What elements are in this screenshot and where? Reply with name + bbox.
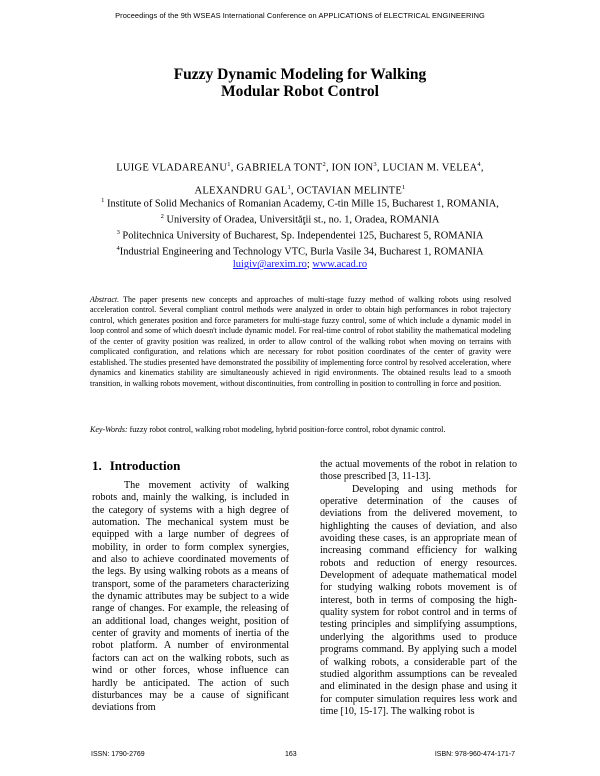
section-heading [92,458,188,474]
footer-page-number: 163 [285,751,297,758]
affiliation-sup: 3 [116,229,120,237]
footer-issn: ISSN: 1790-2769 [91,751,145,758]
title-line-2: Modular Robot Control [221,83,379,100]
affiliation-text: Institute of Solid Mechanics of Romanian Academy, C-tin Mille 15, Bucharest 1, ROMANIA, [107,198,499,210]
author-line-1: LUIGE VLADAREANU$^1$, GABRIELA TONT$^2$, ION ION$^3$, LUCIAN M. VELEA$^4$, [116,161,484,174]
affiliation-text: Politechnica University of Bucharest, Sp. Independentei 125, Bucharest 5, ROMANIA [122,230,484,242]
website-link[interactable]: www.acad.ro [312,259,368,271]
keywords-text: fuzzy robot control, walking robot modeling, hybrid position-force control, robot dynamic control. [129,425,446,434]
contact-line [80,259,520,272]
running-header: Proceedings of the 9th WSEAS International Conference on APPLICATIONS of ELECTRICAL ENGINEERING [115,11,485,20]
paragraph: Developing and using methods for operative determination of the causes of deviations from the delivered movement, to highlighting the causes of deviation, and also avoiding these cases, is an appropriate mean of increasing command efficiency for walking robots and reduction of energy resources. Development of adequate mathematical model for studying walking robots movement is of interest, both in terms of composing the high-quality system for robot control and in terms of testing principles and simplifying assumptions, underlying the algorithms used to produce programs command. By applying such a model of walking robots, a considerable part of the studied algorithm assumptions can be revealed and eliminated in the design phase and using it for computer simulation requires less work and time [10, 15-17]. The walking robot is [320,483,517,717]
footer-isbn: ISBN: 978-960-474-171-7 [434,751,515,758]
affiliations [80,195,520,272]
author-name: GABRIELA TONT [236,162,323,174]
author-affil-sup: 1 [227,161,231,168]
affiliation [80,211,520,227]
affiliation-sup: 2 [160,213,164,221]
section-number: 1. [92,458,102,473]
paper-title [0,66,600,100]
paragraph: The movement activity of walking robots and, mainly the walking, is included in the category of systems with a high degree of automation. The mechanical system must be equipped with a large number of degrees of mobility, in order to form complex synergies, and also to achieve coordinated movements of the legs. By using walking robots as a means of transport, some of the parameters characterizing the dynamic attributes may be subject to a wide range of changes. For example, the releasing of an additional load, changes weight, position of center of gravity and moments of inertia of the robot platform. A number of environmental factors can act on the walking robots, such as wind or other forces, whose influence can hardly be anticipated. The action of such disturbances may be a cause of significant deviations from [92,480,289,714]
affiliation-text: Industrial Engineering and Technology VTC, Burla Vasile 34, Bucharest 1, ROMANIA [119,246,484,258]
abstract-text: The paper presents new concepts and approaches of multi-stage fuzzy method of walking robots using resolved acceleration control. Several compliant control methods were analyzed in order to obtain high performances in robot trajectory control, which generates position and force parameters for multi-stage fuzzy control, some of which include a dynamic model in loop control and some of which doesn't include dynamic model. For real-time control of robot stability the mathematical modeling of the center of gravity position was realized, in order to allow control of the walking robot when moving on terrains with complicated configuration, and relations which are necessary for robot position coordinates of the center of gravity were established. The studies presented have demonstrated the possibility of implementing force control by resolved acceleration, where dynamics and kinematics stability are simultaneously achieved in rigid environments. The obtained results lead to a smooth transition, in walking robots movement, without discontinuities, from controlling in position to controlling in force and position. [90,295,511,388]
affiliation [80,243,520,259]
affiliation [80,195,520,211]
section-title: Introduction [109,458,181,473]
author-affil-sup: 2 [322,161,326,168]
paragraph: the actual movements of the robot in relation to those prescribed [3, 11-13]. [320,459,517,483]
keywords [90,425,511,435]
affiliation-text: University of Oradea, Universităţii st., no. 1, Oradea, ROMANIA [166,214,440,226]
author-line-2: ALEXANDRU GAL$^1$, OCTAVIAN MELINTE$^1$ [194,183,406,197]
abstract-label: Abstract. [90,295,120,304]
author-affil-sup: 1 [287,183,291,191]
author-list [60,155,540,200]
keywords-label: Key-Words: [90,425,128,434]
contact-separator: ; [306,259,313,271]
author-name: ALEXANDRU GAL [194,185,288,197]
email-link[interactable]: luigiv@arexim.ro [232,259,307,271]
affiliation-sup: 4 [116,245,120,253]
affiliation [80,227,520,243]
author-name: OCTAVIAN MELINTE [296,185,403,197]
author-name: ION ION [331,162,374,174]
body-column-left [92,480,289,715]
author-name: LUIGE VLADAREANU [116,162,228,174]
abstract [90,295,511,389]
body-column-right [320,459,517,718]
author-name: LUCIAN M. VELEA [382,162,478,174]
author-affil-sup: 3 [373,161,377,168]
title-line-1: Fuzzy Dynamic Modeling for Walking [173,66,427,83]
author-affil-sup: 4 [477,161,481,168]
author-affil-sup: 1 [402,183,406,191]
affiliation-sup: 1 [101,197,105,204]
